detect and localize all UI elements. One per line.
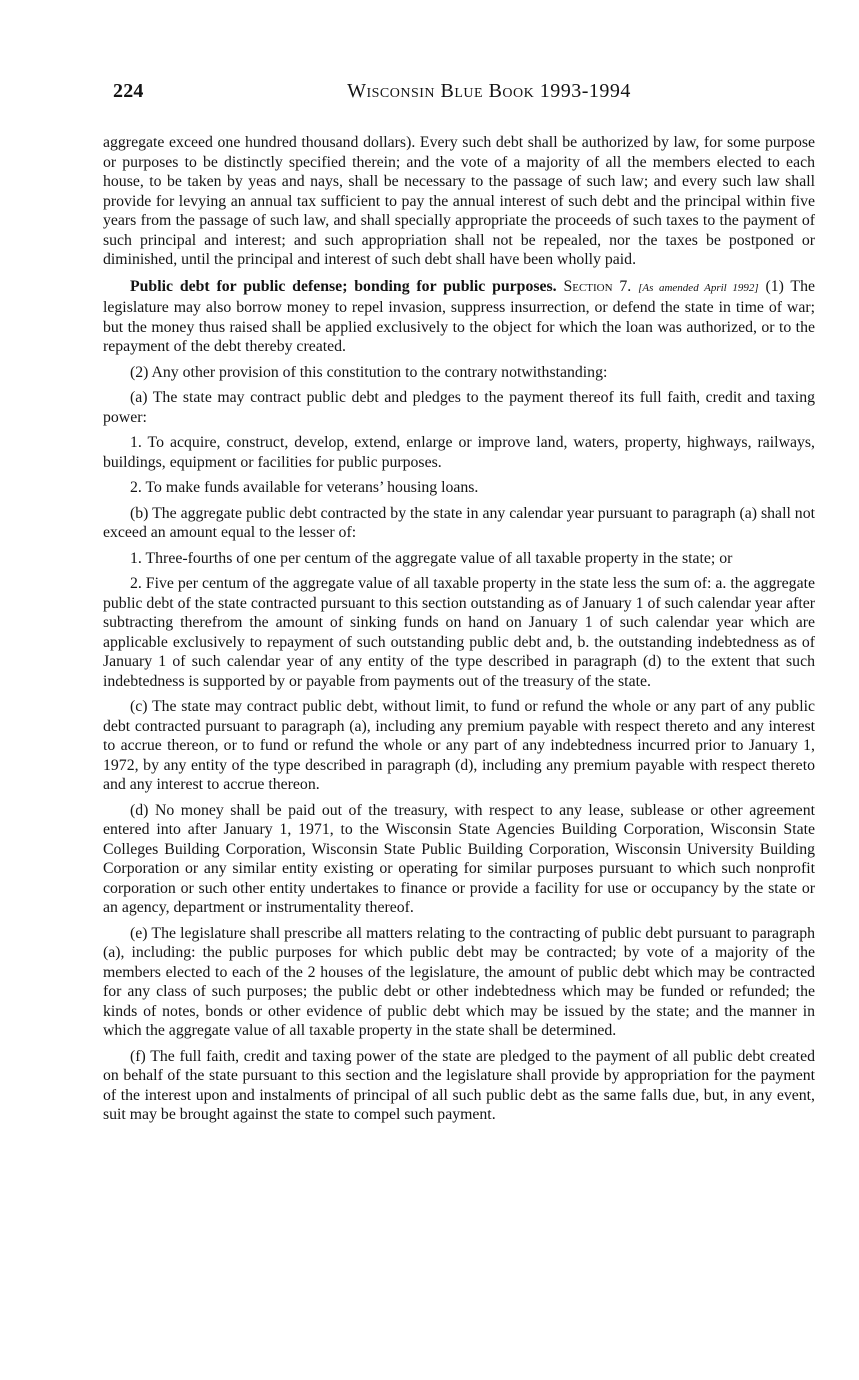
paragraph-2b-1: 1. Three-fourths of one per centum of the aggregate value of all taxable property in the state; or: [130, 549, 733, 567]
subsection-2: (2) Any other provision of this constitution to the contrary notwithstanding:: [130, 363, 608, 381]
paragraph-2a-1: 1. To acquire, construct, develop, extend, enlarge or improve land, waters, property, highways, railways, buildings, equipment or facilities for public purposes.: [103, 434, 815, 471]
paragraph-2b: (b) The aggregate public debt contracted by the state in any calendar year pursuant to paragraph (a) shall not exceed an amount equal to the lesser of:: [103, 504, 815, 541]
running-title: Wisconsin Blue Book 1993-1994: [347, 80, 631, 102]
continued-paragraph: aggregate exceed one hundred thousand dollars). Every such debt shall be authorized by law, for some purpose or purposes to be distinctly specified therein; and the vote of a majority of all the members elected to each house, to be taken by yeas and nays, shall be necessary to the passage of such law; and every such law shall provide for levying an annual tax sufficient to pay the annual interest of such debt and the principal within five years from the passage of such law, and shall specially appropriate the proceeds of such taxes to the payment of such principal and interest; and such appropriation shall not be repealed, nor the taxes be postponed or diminished, until the principal and interest of such debt shall have been wholly paid.: [103, 134, 815, 268]
body-text: [103, 133, 815, 1131]
paragraph-2c: (c) The state may contract public debt, without limit, to fund or refund the whole or any part of any public debt contracted pursuant to paragraph (a), including any premium payable with respect thereto and any interest to accrue thereon, or to fund or refund the whole or any part of any indebtedness incurred prior to January 1, 1972, by any entity of the type described in paragraph (d), including any premium payable with respect thereto and any interest to accrue thereon.: [103, 698, 815, 793]
section-7-heading: Public debt for public defense; bonding for public purposes.: [130, 277, 557, 295]
section-7-paragraph: [103, 277, 815, 357]
amendment-note: [As amended April 1992]: [638, 281, 759, 294]
paragraph-2f: (f) The full faith, credit and taxing power of the state are pledged to the payment of all public debt created on behalf of the state pursuant to this section and the legislature shall provide by appropriation for the payment of the interest upon and instalments of principal of all such public debt as the same falls due, but, in any event, suit may be brought against the state to compel such payment.: [103, 1047, 815, 1123]
section-7-subsection-1: (1) The legislature may also borrow money to repel invasion, suppress insurrection, or defend the state in time of war; but the money thus raised shall be applied exclusively to the object for which the loan was authorized, or to the repayment of the debt thereby created.: [103, 277, 815, 355]
section-7-label: Section 7.: [563, 277, 632, 295]
paragraph-2b-2: 2. Five per centum of the aggregate value of all taxable property in the state less the sum of: a. the aggregate public debt of the state contracted pursuant to this section outstanding as of January 1 of such calendar year after subtracting therefrom the amount of sinking funds on hand on January 1 of such calendar year which are applicable exclusively to repayment of such outstanding public debt and, b. the outstanding indebtedness as of January 1 of such calendar year of any entity of the type described in paragraph (d) to the extent that such indebtedness is supported by or payable from payments out of the treasury of the state.: [103, 575, 815, 690]
running-header: [103, 80, 815, 110]
page-number: 224: [113, 80, 144, 102]
paragraph-2e: (e) The legislature shall prescribe all matters relating to the contracting of public debt pursuant to paragraph (a), including: the public purposes for which public debt may be contracted; by vote of a majority of the members elected to each of the 2 houses of the legislature, the amount of public debt which may be contracted for any class of such purposes; the public debt or other indebtedness which may be funded or refunded; the kinds of notes, bonds or other evidence of public debt which may be issued by the state; and the manner in which the aggregate value of all taxable property in the state shall be determined.: [103, 924, 815, 1039]
paragraph-2a-2: 2. To make funds available for veterans’ housing loans.: [130, 479, 479, 496]
paragraph-2a: (a) The state may contract public debt and pledges to the payment thereof its full faith, credit and taxing power:: [103, 389, 815, 426]
paragraph-2d: (d) No money shall be paid out of the treasury, with respect to any lease, sublease or other agreement entered into after January 1, 1971, to the Wisconsin State Agencies Building Corporation, Wisconsin State Colleges Building Corporation, Wisconsin State Public Building Corporation, Wisconsin University Building Corporation or any similar entity existing or operating for similar purposes pursuant to which such nonprofit corporation or such other entity undertakes to finance or provide a facility for use or occupancy by the state or an agency, department or instrumentality thereof.: [103, 801, 815, 916]
